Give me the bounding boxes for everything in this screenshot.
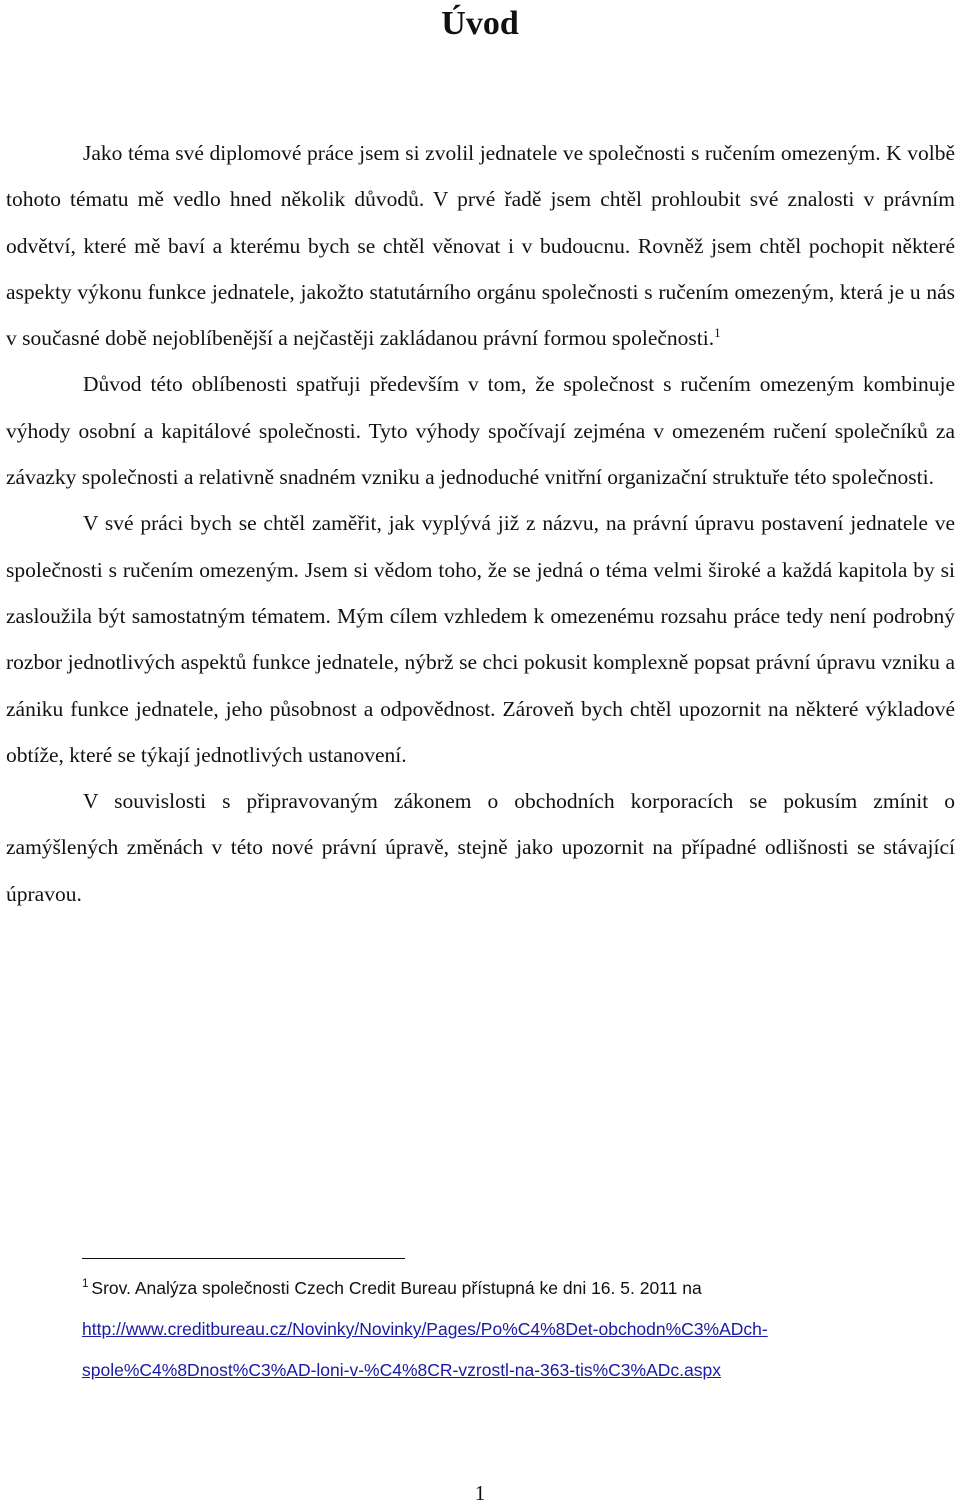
paragraph-1 <box>6 130 955 361</box>
footnote-number: 1 <box>82 1278 89 1291</box>
footnote-separator <box>82 1258 405 1259</box>
page-title: Úvod <box>441 5 519 42</box>
paragraph-1-text: Jako téma své diplomové práce jsem si zvolil jednatele ve společnosti s ručením omezeným. K volbě tohoto tématu mě vedlo hned několik důvodů. V prvé řadě jsem chtěl prohloubit své znalosti v právním odvětví, které mě baví a kterému bych se chtěl věnovat i v budoucnu. Rovněž jsem chtěl pochopit některé aspekty výkonu funkce jednatele, jakožto statutárního orgánu společnosti s ručením omezeným, která je u nás v současné době nejoblíbenější a nejčastěji zakládanou právní formou společnosti. <box>6 141 955 351</box>
footnote-link-line-1[interactable]: http://www.creditbureau.cz/Novinky/Novinky/Pages/Po%C4%8Det-obchodn%C3%ADch- <box>82 1319 768 1339</box>
footnote-link-line-2[interactable]: spole%C4%8Dnost%C3%AD-loni-v-%C4%8CR-vzrostl-na-363-tis%C3%ADc.aspx <box>82 1360 721 1380</box>
footnote <box>82 1268 942 1391</box>
footnote-line <box>82 1268 942 1309</box>
page-number: 1 <box>474 1481 486 1505</box>
body-text <box>6 130 955 917</box>
footnote-reference[interactable]: 1 <box>714 325 721 341</box>
paragraph-4: V souvislosti s připravovaným zákonem o obchodních korporacích se pokusím zmínit o zamýšlených změnách v této nové právní úpravě, stejně jako upozornit na případné odlišnosti se stávající úpravou. <box>6 789 955 906</box>
footnote-text: Srov. Analýza společnosti Czech Credit Bureau přístupná ke dni 16. 5. 2011 na <box>91 1278 702 1298</box>
paragraph-3: V své práci bych se chtěl zaměřit, jak vyplývá již z názvu, na právní úpravu postavení jednatele ve společnosti s ručením omezeným. Jsem si vědom toho, že se jedná o téma velmi široké a každá kapitola by si zasloužila být samostatným tématem. Mým cílem vzhledem k omezenému rozsahu práce tedy není podrobný rozbor jednotlivých aspektů funkce jednatele, nýbrž se chci pokusit komplexně popsat právní úpravu vzniku a zániku funkce jednatele, jeho působnost a odpovědnost. Zároveň bych chtěl upozornit na některé výkladové obtíže, které se týkají jednotlivých ustanovení. <box>6 511 955 767</box>
paragraph-2: Důvod této oblíbenosti spatřuji především v tom, že společnost s ručením omezeným kombinuje výhody osobní a kapitálové společnosti. Tyto výhody spočívají zejména v omezeném ručení společníků za závazky společnosti a relativně snadném vzniku a jednoduché vnitřní organizační struktuře této společnosti. <box>6 372 955 490</box>
